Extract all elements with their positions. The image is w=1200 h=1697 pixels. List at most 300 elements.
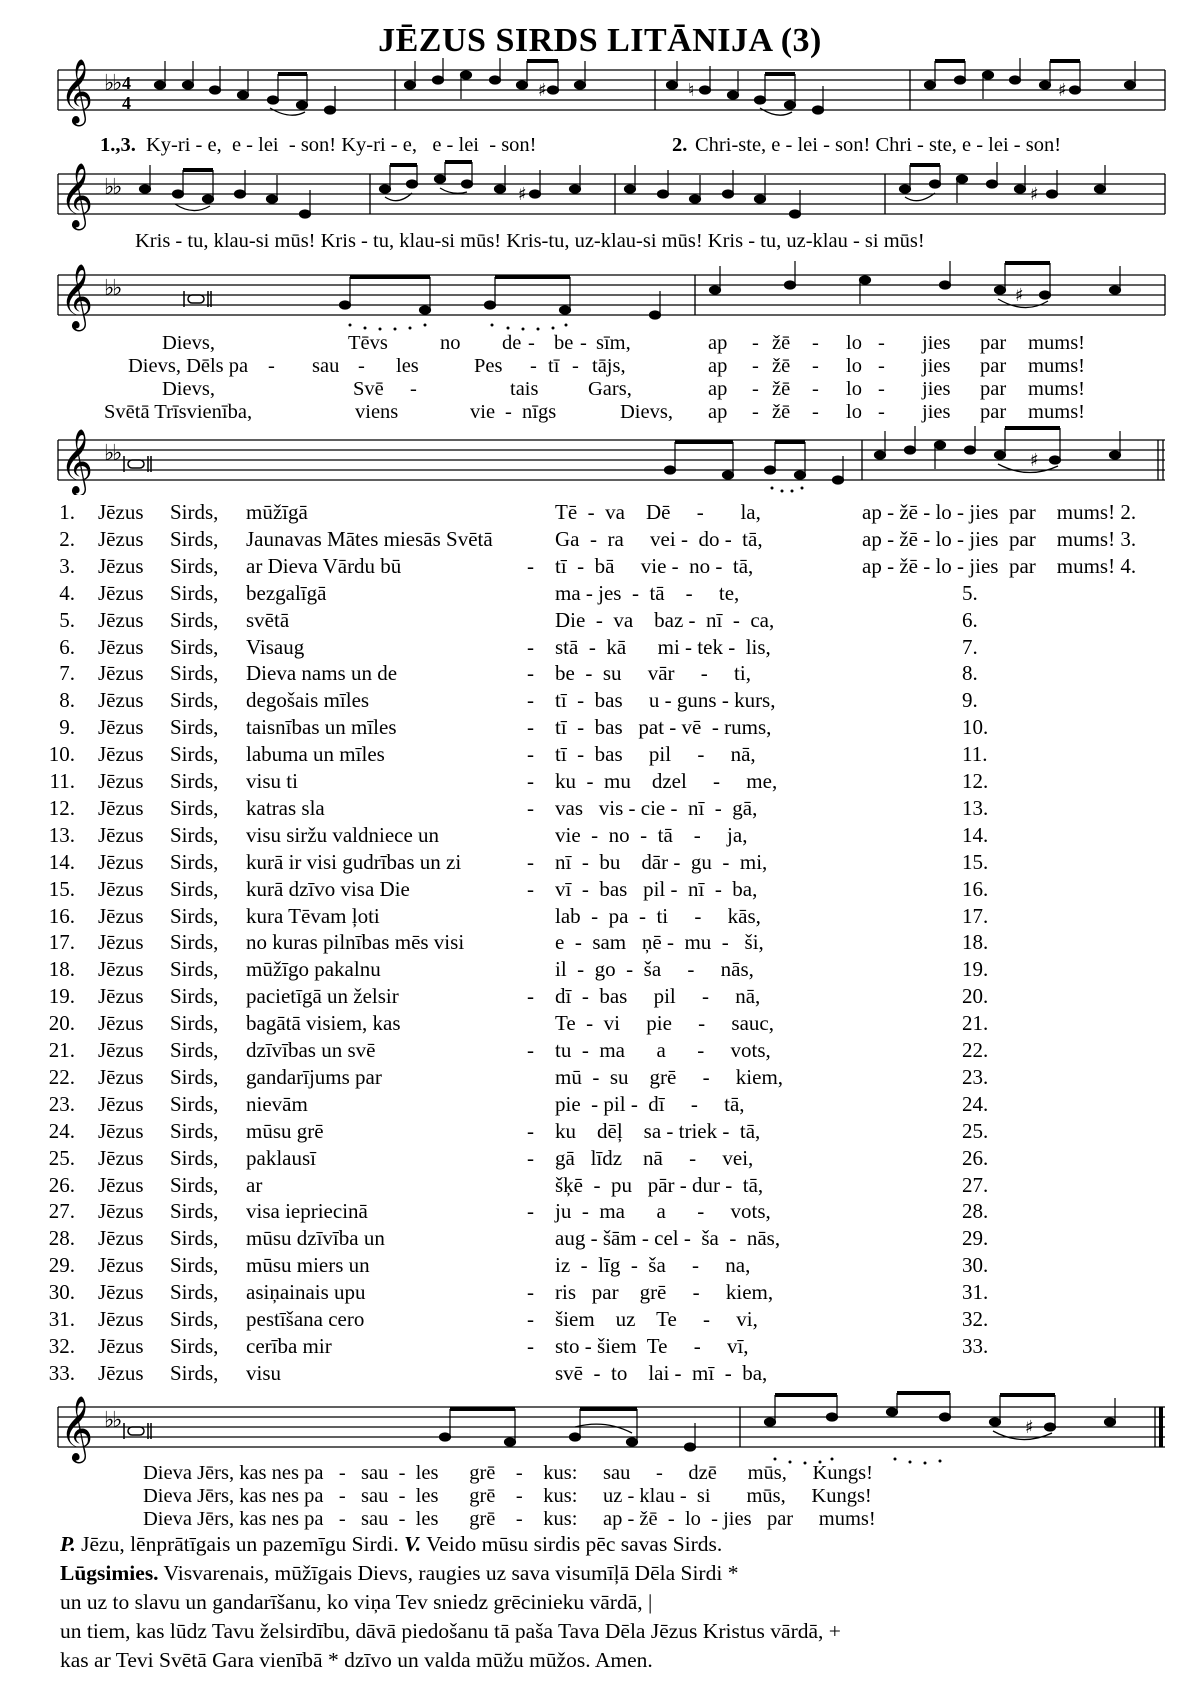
invocation-syllable: lo <box>846 332 862 354</box>
litany-text: taisnības un mīles <box>246 715 397 740</box>
litany-sirds: Sirds, <box>170 930 219 955</box>
invocation-syllable: tājs, <box>592 355 626 377</box>
litany-sirds: Sirds, <box>170 1307 219 1331</box>
litany-text: katras sla <box>246 795 325 820</box>
litany-text: pestīšana cero <box>246 1307 365 1331</box>
litany-text: visa iepriecinā <box>246 1199 368 1224</box>
litany-number: 11. <box>49 769 75 793</box>
invocation-syllable: mums! <box>1028 401 1085 423</box>
litany-hyphen: - <box>527 1333 534 1358</box>
page-title: JĒZUS SIRDS LITĀNIJA (3) <box>378 22 822 59</box>
invocation-syllable: mums! <box>1028 378 1085 400</box>
invocation-syllable: žē <box>772 332 791 354</box>
litany-sirds: Sirds, <box>170 1199 219 1224</box>
invocation-syllable: be <box>554 332 574 354</box>
litany-sirds: Sirds, <box>170 903 219 928</box>
svg-text:♯: ♯ <box>1025 1417 1034 1438</box>
invocation-syllable: žē <box>772 355 791 377</box>
invocation-syllable: - <box>752 378 759 400</box>
litany-number: 30. <box>48 1280 75 1305</box>
litany-syllables: e - sam ņē - mu - ši, <box>555 930 764 955</box>
litany-number: 33. <box>48 1360 75 1385</box>
invocation-syllable: mums! <box>1028 332 1085 354</box>
invocation-syllable: Dievs, <box>162 332 215 354</box>
litany-number: 17. <box>48 930 75 955</box>
litany-jezus: Jēzus <box>98 849 144 874</box>
litany-response: ap - žē - lo - jies par mums! 4. <box>862 553 1137 578</box>
invocation-syllable: par <box>980 355 1007 377</box>
invocation-syllable: - <box>878 378 885 400</box>
litany-sirds: Sirds, <box>170 1038 219 1062</box>
litany-response: 12. <box>962 769 989 793</box>
treble-clef-icon: 𝄞 <box>60 59 94 124</box>
litany-sirds: Sirds, <box>170 1333 219 1358</box>
invocation-syllable: par <box>980 332 1007 354</box>
litany-syllables: tī - bas pat - vē - rums, <box>555 715 772 740</box>
invocation-syllable: mums! <box>1028 355 1085 377</box>
svg-text:♯: ♯ <box>518 184 527 205</box>
invocation-syllable: les <box>396 355 419 377</box>
litany-response: 9. <box>962 688 978 713</box>
invocation-syllable: Svētā Trīsvienība, <box>104 401 253 423</box>
litany-response: 27. <box>962 1172 989 1197</box>
litany-text: Visaug <box>246 634 305 659</box>
svg-text:♯: ♯ <box>1058 80 1067 101</box>
litany-number: 31. <box>48 1307 75 1331</box>
invocation-syllable: - <box>812 332 819 354</box>
litany-text: kura Tēvam ļoti <box>246 903 380 928</box>
invocation-syllable: tī <box>548 355 560 377</box>
litany-syllables: ku dēļ sa - triek - tā, <box>555 1118 761 1143</box>
litany-jezus: Jēzus <box>98 526 144 551</box>
invocation-syllable: Tēvs <box>348 332 388 354</box>
litany-jezus: Jēzus <box>98 553 144 578</box>
litany-jezus: Jēzus <box>98 1145 144 1170</box>
litany-row <box>0 1361 1200 1388</box>
invocation-syllable: Svē <box>353 378 384 400</box>
invocation-syllable: jies <box>922 378 951 400</box>
litany-text: gandarījums par <box>246 1064 382 1089</box>
invocation-syllable: Dievs, <box>162 378 215 400</box>
litany-response: 16. <box>962 876 989 901</box>
litany-syllables: sto - šiem Te - vī, <box>555 1333 749 1358</box>
litany-text: visu <box>246 1360 282 1385</box>
litany-hyphen: - <box>527 634 534 659</box>
litany-jezus: Jēzus <box>98 1307 144 1331</box>
invocation-syllable: žē <box>772 401 791 423</box>
litany-sirds: Sirds, <box>170 1253 219 1278</box>
invocation-syllable: jies <box>922 332 951 354</box>
litany-jezus: Jēzus <box>98 769 144 793</box>
litany-number: 5. <box>59 607 75 632</box>
litany-row <box>0 581 1200 608</box>
litany-text: mūsu grē <box>246 1118 324 1143</box>
litany-hyphen: - <box>527 1145 534 1170</box>
svg-text:♯: ♯ <box>1030 450 1039 471</box>
invocation-syllable: - <box>752 355 759 377</box>
litany-text: dzīvības un svē <box>246 1038 376 1062</box>
kyrie-lyrics-line1 <box>100 134 1160 160</box>
agnus-line: Dieva Jērs, kas nes pa - sau - les grē - kus: ap - žē - lo - jies par mums! <box>143 1508 876 1530</box>
litany-hyphen: - <box>527 795 534 820</box>
litany-number: 25. <box>48 1145 75 1170</box>
invocation-syllable: - <box>530 355 537 377</box>
litany-number: 24. <box>48 1118 75 1143</box>
closing-prayer: Lūgsimies. Visvarenais, mūžīgais Dievs, raugies uz sava visumīļā Dēla Sirdi * un uz to slavu un gandarīšanu, ko viņa Tev sniedz grēcinieku vārdā, | un tiem, kas lūdz Tavu želsirdību, dāvā piedošanu tā paša Tava Dēla Jēzus Kristus vārdā, + kas ar Tevi Svētā Gara vienībā * dzīvo un valda mūžu mūžos. Amen. <box>60 1561 841 1672</box>
litany-response: 5. <box>962 580 978 605</box>
kyrie-lyric-segment: 1.,3. <box>100 134 136 156</box>
litany-response: 33. <box>962 1333 989 1358</box>
litany-text: Dieva nams un de <box>246 661 398 686</box>
litany-syllables: tu - ma a - vots, <box>555 1038 771 1062</box>
invocation-syllable: par <box>980 378 1007 400</box>
litany-sirds: Sirds, <box>170 1360 219 1385</box>
invocation-syllable: sīm, <box>596 332 631 354</box>
agnus-line: Dieva Jērs, kas nes pa - sau - les grē - kus: sau - dzē mūs, Kungs! <box>143 1462 873 1484</box>
litany-jezus: Jēzus <box>98 984 144 1009</box>
litany-row <box>0 1146 1200 1173</box>
litany-number: 12. <box>48 795 75 820</box>
litany-response: 23. <box>962 1064 989 1089</box>
svg-text:♭: ♭ <box>104 441 115 466</box>
staff-kyrie <box>0 58 1200 128</box>
litany-text: svētā <box>246 607 290 632</box>
invocation-syllable: jies <box>922 355 951 377</box>
litany-response: 31. <box>962 1280 989 1305</box>
svg-text:4: 4 <box>122 93 131 113</box>
litany-response: 7. <box>962 634 978 659</box>
litany-syllables: Ga - ra vei - do - tā, <box>555 526 763 551</box>
litany-row <box>0 1011 1200 1038</box>
litany-response: 20. <box>962 984 989 1009</box>
invocation-syllable: - <box>752 401 759 423</box>
litany-syllables: tī - bas pil - nā, <box>555 742 756 767</box>
litany-row <box>0 1119 1200 1146</box>
litany-text: mūsu dzīvība un <box>246 1226 385 1251</box>
litany-jezus: Jēzus <box>98 661 144 686</box>
kristu-lyrics: Kris - tu, klau-si mūs! Kris - tu, klau-si mūs! Kris-tu, uz-klau-si mūs! Kris - tu, uz-klau - si mūs! <box>135 230 925 252</box>
litany-syllables: tī - bā vie - no - tā, <box>555 553 754 578</box>
litany-row <box>0 554 1200 581</box>
litany-number: 4. <box>59 580 75 605</box>
litany-response: 32. <box>962 1307 989 1331</box>
flat-icon: ♭ <box>104 71 115 96</box>
litany-syllables: mū - su grē - kiem, <box>555 1064 784 1089</box>
litany-jezus: Jēzus <box>98 634 144 659</box>
litany-sirds: Sirds, <box>170 500 219 524</box>
litany-number: 9. <box>59 715 75 740</box>
invocation-syllable: lo <box>846 378 862 400</box>
litany-sirds: Sirds, <box>170 1064 219 1089</box>
litany-jezus: Jēzus <box>98 957 144 982</box>
litany-response: 8. <box>962 661 978 686</box>
litany-hyphen: - <box>527 742 534 767</box>
litany-number: 21. <box>48 1038 75 1062</box>
litany-syllables: gā līdz nā - vei, <box>555 1145 754 1170</box>
invocation-syllable: ap <box>708 355 728 377</box>
litany-row <box>0 1092 1200 1119</box>
litany-text: Jaunavas Mātes miesās Svētā <box>246 526 493 551</box>
litany-sirds: Sirds, <box>170 957 219 982</box>
litany-hyphen: - <box>527 1280 534 1305</box>
litany-row <box>0 661 1200 688</box>
invocation-syllable: - <box>812 401 819 423</box>
svg-text:♭: ♭ <box>104 276 115 301</box>
litany-syllables: šķē - pu pār - dur - tā, <box>555 1172 764 1197</box>
litany-sirds: Sirds, <box>170 1280 219 1305</box>
litany-row <box>0 1065 1200 1092</box>
litany-syllables: lab - pa - ti - kās, <box>555 903 761 928</box>
litany-number: 6. <box>59 634 75 659</box>
litany-sirds: Sirds, <box>170 795 219 820</box>
litany-text: kurā ir visi gudrības un zi <box>246 849 462 874</box>
litany-row <box>0 1334 1200 1361</box>
svg-text:♮: ♮ <box>688 80 695 101</box>
litany-row <box>0 688 1200 715</box>
litany-row <box>0 635 1200 662</box>
litany-jezus: Jēzus <box>98 1064 144 1089</box>
invocation-syllable: Gars, <box>588 378 632 400</box>
invocation-syllable: Dievs, <box>620 401 673 423</box>
litany-text: bezgalīgā <box>246 580 327 605</box>
litany-sirds: Sirds, <box>170 688 219 713</box>
litany-jezus: Jēzus <box>98 930 144 955</box>
litany-hyphen: - <box>527 849 534 874</box>
litany-response: 30. <box>962 1253 989 1278</box>
agnus-line: Dieva Jērs, kas nes pa - sau - les grē - kus: uz - klau - si mūs, Kungs! <box>143 1485 872 1507</box>
invocation-syllable: - <box>505 401 512 423</box>
litany-syllables: Die - va baz - nī - ca, <box>555 607 775 632</box>
invocation-syllable: - <box>572 355 579 377</box>
litany-sirds: Sirds, <box>170 661 219 686</box>
litany-jezus: Jēzus <box>98 688 144 713</box>
invocation-syllable: - <box>410 378 417 400</box>
litany-row <box>0 796 1200 823</box>
litany-syllables: vī - bas pil - nī - ba, <box>555 876 758 901</box>
litany-syllables: Te - vi pie - sauc, <box>555 1011 774 1036</box>
litany-text: labuma un mīles <box>246 742 385 767</box>
invocation-syllable: - <box>358 355 365 377</box>
litany-text: visu ti <box>246 769 298 793</box>
litany-syllables: vie - no - tā - ja, <box>555 822 748 847</box>
litany-hyphen: - <box>527 1038 534 1062</box>
litany-row <box>0 984 1200 1011</box>
litany-syllables: be - su vār - ti, <box>555 661 751 686</box>
litany-row <box>0 715 1200 742</box>
litany-text: paklausī <box>246 1145 316 1170</box>
litany-row <box>0 1307 1200 1334</box>
litany-hyphen: - <box>527 1199 534 1224</box>
svg-text:𝄞: 𝄞 <box>60 429 94 494</box>
staff-agnus <box>0 1387 1200 1467</box>
litany-hyphen: - <box>527 715 534 740</box>
litany-number: 27. <box>48 1199 75 1224</box>
litany-response: 29. <box>962 1226 989 1251</box>
litany-number: 20. <box>48 1011 75 1036</box>
litany-jezus: Jēzus <box>98 1253 144 1278</box>
litany-text: pacietīgā un želsir <box>246 984 399 1009</box>
litany-number: 8. <box>59 688 75 713</box>
litany-response: 13. <box>962 795 989 820</box>
litany-row <box>0 1038 1200 1065</box>
staff-kristu <box>0 160 1200 235</box>
litany-response: 26. <box>962 1145 989 1170</box>
invocation-syllable: Dievs, Dēls pa <box>128 355 249 377</box>
svg-text:♭: ♭ <box>112 276 123 301</box>
litany-syllables: ma - jes - tā - te, <box>555 580 740 605</box>
svg-text:4: 4 <box>122 73 131 93</box>
litany-row <box>0 904 1200 931</box>
staff-litany <box>0 420 1200 495</box>
litany-text: ar Dieva Vārdu bū <box>246 553 402 578</box>
invocation-syllable: par <box>980 401 1007 423</box>
litany-number: 19. <box>48 984 75 1009</box>
litany-hyphen: - <box>527 769 534 793</box>
litany-syllables: ris par grē - kiem, <box>555 1280 774 1305</box>
invocation-syllable: vie <box>470 401 496 423</box>
litany-sirds: Sirds, <box>170 580 219 605</box>
litany-sirds: Sirds, <box>170 849 219 874</box>
invocation-syllable: ap <box>708 378 728 400</box>
litany-jezus: Jēzus <box>98 1226 144 1251</box>
invocation-syllable: - <box>878 332 885 354</box>
litany-jezus: Jēzus <box>98 1360 144 1385</box>
litany-sirds: Sirds, <box>170 742 219 767</box>
litany-row <box>0 1280 1200 1307</box>
litany-hyphen: - <box>527 661 534 686</box>
invocation-syllable: Pes <box>474 355 503 377</box>
litany-syllables: iz - līg - ša - na, <box>555 1253 751 1278</box>
litany-row <box>0 930 1200 957</box>
litany-number: 16. <box>48 903 75 928</box>
invocation-syllable: - <box>752 332 759 354</box>
litany-hyphen: - <box>527 553 534 578</box>
litany-number: 32. <box>48 1333 75 1358</box>
litany-number: 28. <box>48 1226 75 1251</box>
litany-number: 7. <box>59 661 75 686</box>
litany-hyphen: - <box>527 984 534 1009</box>
litany-jezus: Jēzus <box>98 795 144 820</box>
svg-text:♯: ♯ <box>1015 285 1024 306</box>
treble-clef-icon: 𝄞 <box>60 163 94 228</box>
litany-row <box>0 957 1200 984</box>
litany-text: nievām <box>246 1091 308 1116</box>
litany-row <box>0 500 1200 527</box>
litany-jezus: Jēzus <box>98 607 144 632</box>
litany-text: no kuras pilnības mēs visi <box>246 930 465 955</box>
litany-jezus: Jēzus <box>98 580 144 605</box>
litany-text: mūžīgo pakalnu <box>246 957 381 982</box>
svg-text:♭: ♭ <box>112 1408 123 1433</box>
litany-syllables: Tē - va Dē - la, <box>555 500 761 524</box>
litany-response: ap - žē - lo - jies par mums! 2. <box>862 500 1137 524</box>
litany-syllables: svē - to lai - mī - ba, <box>555 1360 768 1385</box>
litany-number: 22. <box>48 1064 75 1089</box>
invocation-syllable: viens <box>355 401 399 423</box>
litany-jezus: Jēzus <box>98 876 144 901</box>
litany-response: 11. <box>962 742 988 767</box>
litany-jezus: Jēzus <box>98 715 144 740</box>
litany-text: kurā dzīvo visa Die <box>246 876 410 901</box>
versicle: P. Jēzu, lēnprātīgais un pazemīgu Sirdi. V. Veido mūsu sirdis pēc savas Sirds. <box>60 1532 723 1556</box>
litany-sirds: Sirds, <box>170 1145 219 1170</box>
litany-row <box>0 1253 1200 1280</box>
litany-response: 25. <box>962 1118 989 1143</box>
litany-row <box>0 1199 1200 1226</box>
litany-number: 13. <box>48 822 75 847</box>
litany-sirds: Sirds, <box>170 607 219 632</box>
litany-text: asiņainais upu <box>246 1280 366 1305</box>
invocation-syllable: - <box>878 355 885 377</box>
litany-syllables: dī - bas pil - nā, <box>555 984 761 1009</box>
litany-row <box>0 769 1200 796</box>
litany-sirds: Sirds, <box>170 1226 219 1251</box>
litany-row <box>0 608 1200 635</box>
invocation-syllable: - <box>580 332 587 354</box>
invocation-syllable: - <box>528 332 535 354</box>
litany-jezus: Jēzus <box>98 1118 144 1143</box>
litany-sirds: Sirds, <box>170 769 219 793</box>
litany-number: 3. <box>59 553 75 578</box>
litany-jezus: Jēzus <box>98 500 144 524</box>
litany-row <box>0 823 1200 850</box>
svg-text:♭: ♭ <box>104 1408 115 1433</box>
invocation-syllable: sau <box>312 355 340 377</box>
litany-syllables: pie - pil - dī - tā, <box>555 1091 745 1116</box>
kyrie-notes <box>155 58 1136 114</box>
litany-jezus: Jēzus <box>98 1038 144 1062</box>
invocation-syllable: žē <box>772 378 791 400</box>
litany-jezus: Jēzus <box>98 1172 144 1197</box>
kyrie-lyric-segment: 2. <box>672 134 688 156</box>
svg-text:♯: ♯ <box>1030 184 1039 205</box>
litany-text: ar <box>246 1172 263 1197</box>
litany-number: 1. <box>59 500 75 524</box>
invocation-syllable: lo <box>846 401 862 423</box>
litany-sirds: Sirds, <box>170 526 219 551</box>
invocation-syllable: tais <box>510 378 539 400</box>
litany-row <box>0 850 1200 877</box>
litany-hyphen: - <box>527 1118 534 1143</box>
litany-response: ap - žē - lo - jies par mums! 3. <box>862 526 1137 551</box>
svg-text:♭: ♭ <box>112 71 123 96</box>
litany-syllables: šiem uz Te - vi, <box>555 1307 758 1331</box>
litany-row <box>0 527 1200 554</box>
litany-response: 6. <box>962 607 978 632</box>
svg-text:𝄞: 𝄞 <box>60 1396 94 1461</box>
litany-response: 17. <box>962 903 989 928</box>
litany-jezus: Jēzus <box>98 1011 144 1036</box>
litany-number: 10. <box>48 742 75 767</box>
invocation-syllable: - <box>268 355 275 377</box>
litany-text: cerība mir <box>246 1333 332 1358</box>
litany-response: 21. <box>962 1011 989 1036</box>
litany-jezus: Jēzus <box>98 1280 144 1305</box>
litany-row <box>0 1226 1200 1253</box>
invocation-syllable: de <box>502 332 522 354</box>
litany-sirds: Sirds, <box>170 715 219 740</box>
svg-text:♭: ♭ <box>112 175 123 200</box>
litany-jezus: Jēzus <box>98 742 144 767</box>
litany-syllables: stā - kā mi - tek - lis, <box>555 634 771 659</box>
invocation-syllable: - <box>812 355 819 377</box>
litany-number: 15. <box>48 876 75 901</box>
litany-response: 24. <box>962 1091 989 1116</box>
staff-invocations <box>0 255 1200 335</box>
litany-sirds: Sirds, <box>170 634 219 659</box>
litany-syllables: tī - bas u - guns - kurs, <box>555 688 776 713</box>
litany-jezus: Jēzus <box>98 903 144 928</box>
